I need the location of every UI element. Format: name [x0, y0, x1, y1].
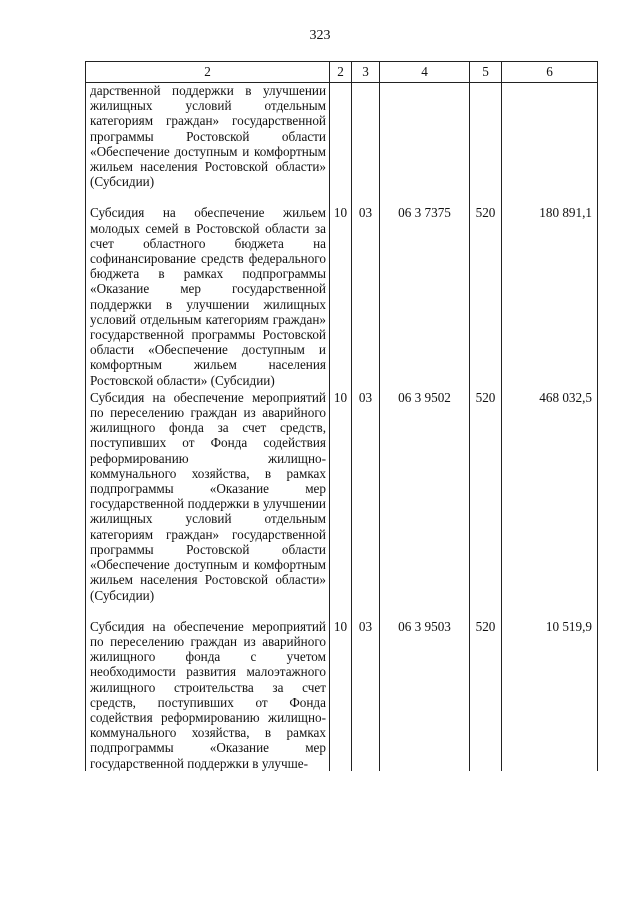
row-expense-type: 520	[470, 189, 502, 387]
row-section	[330, 83, 352, 190]
row-target-article: 06 3 9502	[380, 388, 470, 603]
row-subsection	[352, 83, 380, 190]
row-expense-type	[470, 83, 502, 190]
row-name: Субсидия на обеспечение мероприятий по переселению граждан из аварийного жилищного фонда за счет средств, поступивших от Фонда содействия реформированию жилищно-коммунального хозяйства, в рамках подпрограммы «Оказание мер государственной поддержки в улучшении жилищных условий отдельным категориям граждан» государственной программы Ростовской области «Обеспечение доступным и комфортным жильем населения Ростовской области» (Субсидии)	[86, 388, 330, 603]
table-row	[86, 388, 598, 603]
table-row	[86, 603, 598, 771]
row-target-article	[380, 83, 470, 190]
table-row	[86, 189, 598, 387]
row-amount: 10 519,9	[502, 603, 598, 771]
budget-table	[85, 61, 598, 771]
row-subsection: 03	[352, 189, 380, 387]
row-expense-type: 520	[470, 388, 502, 603]
page-number: 323	[309, 28, 331, 43]
table-header-row	[86, 62, 598, 83]
row-target-article: 06 3 7375	[380, 189, 470, 387]
row-amount	[502, 83, 598, 190]
row-expense-type: 520	[470, 603, 502, 771]
header-col-target-article: 4	[380, 62, 470, 83]
row-amount: 180 891,1	[502, 189, 598, 387]
header-col-section: 2	[330, 62, 352, 83]
header-col-expense-type: 5	[470, 62, 502, 83]
row-section: 10	[330, 603, 352, 771]
row-subsection: 03	[352, 388, 380, 603]
row-target-article: 06 3 9503	[380, 603, 470, 771]
row-section: 10	[330, 388, 352, 603]
header-col-subsection: 3	[352, 62, 380, 83]
row-subsection: 03	[352, 603, 380, 771]
row-name: Субсидия на обеспечение жильем молодых семей в Ростовской области за счет областного бюджета на софинансирование средств федерального бюджета в рамках подпрограммы «Оказание мер государственной поддержки в улучшении жилищных условий отдельным категориям граждан» государственной программы Ростовской области «Обеспечение доступным и комфортным жильем населения Ростовской области» (Субсидии)	[86, 189, 330, 387]
table-row	[86, 83, 598, 190]
row-section: 10	[330, 189, 352, 387]
row-name: дарственной поддержки в улучшении жилищных условий отдельным категориям граждан» государственной программы Ростовской области «Обеспечение доступным и комфортным жильем населения Ростовской области» (Субсидии)	[86, 83, 330, 190]
row-amount: 468 032,5	[502, 388, 598, 603]
header-col-name: 2	[86, 62, 330, 83]
header-col-amount: 6	[502, 62, 598, 83]
row-name: Субсидия на обеспечение мероприятий по переселению граждан из аварийного жилищного фонда с учетом необходимости развития малоэтажного жилищного строительства за счет средств, поступивших от Фонда содействия реформированию жилищно-коммунального хозяйства, в рамках подпрограммы «Оказание мер государственной поддержки в улучше-	[86, 603, 330, 771]
